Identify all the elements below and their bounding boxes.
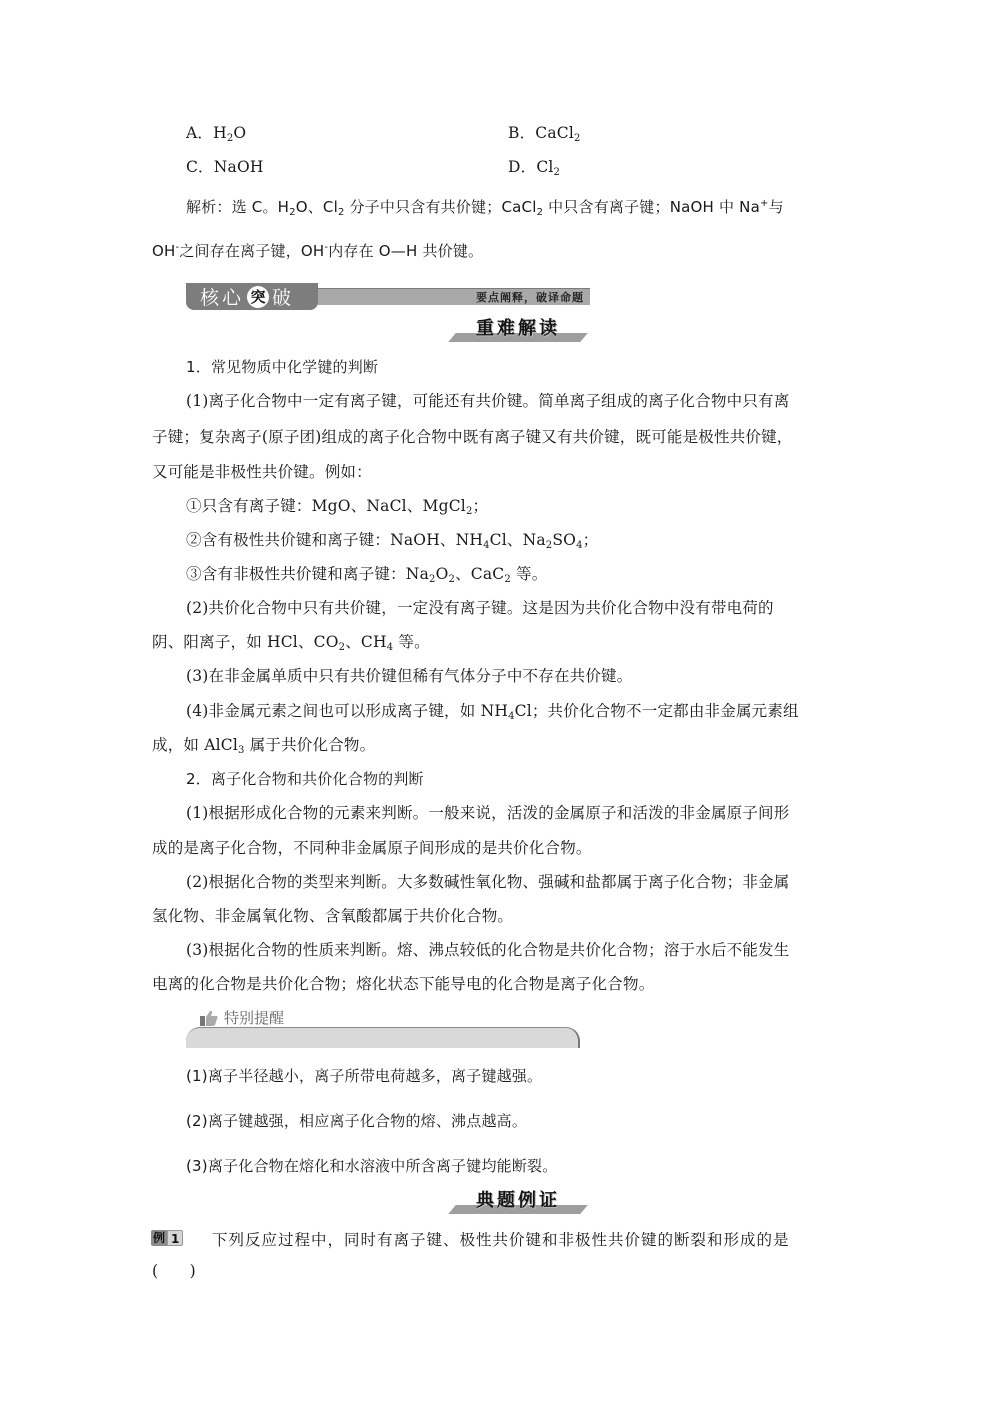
text: 分子中只含有共价键；CaCl — [344, 198, 537, 216]
text: ； — [472, 497, 489, 515]
list-item — [186, 530, 598, 550]
text: SO — [552, 531, 577, 549]
subscript: 2 — [338, 642, 346, 653]
paragraph-line — [186, 701, 799, 721]
text: 属于共价化合物。 — [244, 736, 376, 754]
option-b-label: B． — [508, 124, 536, 142]
text: 成，如 AlCl — [152, 736, 238, 754]
option-a-label: A． — [186, 124, 214, 142]
option-d-label: D． — [508, 158, 537, 176]
option-b-formula: CaCl — [535, 124, 575, 142]
reminder-title: 特别提醒 — [224, 1009, 285, 1027]
option-c-label: C． — [186, 158, 214, 176]
reminder-item: (1)离子半径越小，离子所带电荷越多，离子键越强。 — [186, 1067, 543, 1085]
paragraph-line: (2)共价化合物中只有共价键，一定没有离子键。这是因为共价化合物中没有带电荷的 — [186, 599, 774, 617]
superscript: + — [759, 198, 769, 209]
example-1-badge — [151, 1229, 183, 1246]
text: 等。 — [393, 633, 430, 651]
text: OH — [152, 242, 176, 260]
reminder-box-top — [186, 1027, 580, 1048]
paragraph-line: (2)根据化合物的类型来判断。大多数碱性氧化物、强碱和盐都属于离子化合物；非金属 — [186, 873, 790, 891]
option-a — [186, 123, 246, 143]
subscript: 2 — [536, 207, 544, 218]
banner-char: 核 — [200, 287, 223, 309]
banner-circle-char: 突 — [247, 286, 269, 308]
banner-subtitle: 要点阐释，破译命题 — [476, 291, 584, 304]
paragraph-line: (1)离子化合物中一定有离子键，可能还有共价键。简单离子组成的离子化合物中只有离 — [186, 392, 790, 410]
subscript: 4 — [483, 540, 490, 551]
text: 、CH — [345, 633, 387, 651]
list-item — [186, 564, 547, 584]
reminder-header — [200, 1007, 284, 1028]
section-2-heading: 2．离子化合物和共价化合物的判断 — [186, 770, 424, 788]
subscript: 4 — [576, 540, 583, 551]
banner-tab — [186, 283, 318, 310]
subscript: 2 — [448, 574, 456, 585]
list-item — [186, 496, 488, 516]
core-breakthrough-banner — [186, 283, 590, 309]
subscript: 2 — [429, 574, 436, 585]
text: ； — [582, 531, 599, 549]
text: 与 — [768, 198, 784, 216]
subscript: 2 — [553, 167, 561, 178]
thumbs-up-icon — [200, 1010, 218, 1026]
paragraph-line: 又可能是非极性共价键。例如： — [152, 463, 372, 481]
text: 解析：选 C。H — [186, 198, 290, 216]
text: 等。 — [510, 565, 548, 583]
option-a-formula-tail: O — [233, 124, 247, 142]
paragraph-line: 成的是离子化合物，不同种非金属原子间形成的是共价化合物。 — [152, 839, 592, 857]
subscript: 2 — [226, 133, 234, 144]
text: 、CaC — [455, 565, 505, 583]
analysis-line-1 — [186, 197, 784, 217]
subscript: 4 — [386, 642, 394, 653]
section-header-examples — [452, 1190, 584, 1216]
paragraph-line: (1)根据形成化合物的元素来判断。一般来说，活泼的金属原子和活泼的非金属原子间形 — [186, 804, 790, 822]
text: (4)非金属元素之间也可以形成离子键，如 NH — [186, 702, 509, 720]
example-badge-number: 1 — [167, 1230, 183, 1246]
text: 内存在 O—H 共价键。 — [328, 242, 484, 260]
text: ②含有极性共价键和离子键：NaOH、NH — [186, 531, 484, 549]
section-1-heading: 1．常见物质中化学键的判断 — [186, 358, 379, 376]
example-badge-word: 例 — [153, 1230, 166, 1245]
subscript: 2 — [465, 506, 473, 517]
option-c — [186, 157, 264, 177]
subscript: 2 — [337, 207, 345, 218]
subscript: 2 — [504, 574, 511, 585]
answer-blank: ( ) — [152, 1262, 196, 1280]
text: ③含有非极性共价键和离子键：Na — [186, 565, 430, 583]
subscript: 3 — [238, 745, 245, 756]
section-header-title: 重难解读 — [476, 318, 560, 339]
reminder-item: (2)离子键越强，相应离子化合物的熔、沸点越高。 — [186, 1112, 528, 1130]
subscript: 2 — [545, 540, 553, 551]
subscript: 4 — [508, 711, 515, 722]
option-c-formula: NaOH — [213, 158, 264, 176]
option-b — [508, 123, 581, 143]
text: Cl、Na — [489, 531, 546, 549]
paragraph-line: 氢化物、非金属氧化物、含氧酸都属于共价化合物。 — [152, 907, 514, 925]
banner-char: 破 — [272, 287, 295, 309]
text: Cl；共价化合物不一定都由非金属元素组 — [514, 702, 799, 720]
subscript: 2 — [289, 207, 296, 218]
analysis-line-2 — [152, 241, 483, 261]
reminder-item: (3)离子化合物在熔化和水溶液中所含离子键均能断裂。 — [186, 1157, 558, 1175]
text: 之间存在离子键，OH — [179, 242, 325, 260]
text: ①只含有离子键：MgO、NaCl、MgCl — [186, 497, 466, 515]
section-header-title: 典题例证 — [476, 1190, 560, 1211]
superscript: - — [324, 242, 329, 253]
superscript: - — [175, 242, 180, 253]
section-header-difficulty — [452, 318, 584, 344]
banner-char: 心 — [222, 287, 245, 309]
option-d-formula: Cl — [536, 158, 554, 176]
subscript: 2 — [574, 133, 581, 144]
paragraph-line — [152, 735, 375, 755]
option-a-formula: H — [213, 124, 227, 142]
option-d — [508, 157, 560, 177]
paragraph-line — [152, 632, 430, 652]
paragraph-line: 子键；复杂离子(原子团)组成的离子化合物中既有离子键又有共价键，既可能是极性共价键， — [152, 428, 793, 446]
special-reminder-box — [186, 1007, 580, 1047]
example-1-question: 下列反应过程中，同时有离子键、极性共价键和非极性共价键的断裂和形成的是 — [212, 1231, 790, 1249]
text: O、Cl — [295, 198, 338, 216]
paragraph-line: (3)在非金属单质中只有共价键但稀有气体分子中不存在共价键。 — [186, 667, 633, 685]
text: 中只含有离子键；NaOH 中 Na — [543, 198, 760, 216]
paragraph-line: (3)根据化合物的性质来判断。熔、沸点较低的化合物是共价化合物；溶于水后不能发生 — [186, 941, 790, 959]
paragraph-line: 电离的化合物是共价化合物；熔化状态下能导电的化合物是离子化合物。 — [152, 975, 655, 993]
text: 阴、阳离子，如 HCl、CO — [152, 633, 339, 651]
text: O — [435, 565, 449, 583]
